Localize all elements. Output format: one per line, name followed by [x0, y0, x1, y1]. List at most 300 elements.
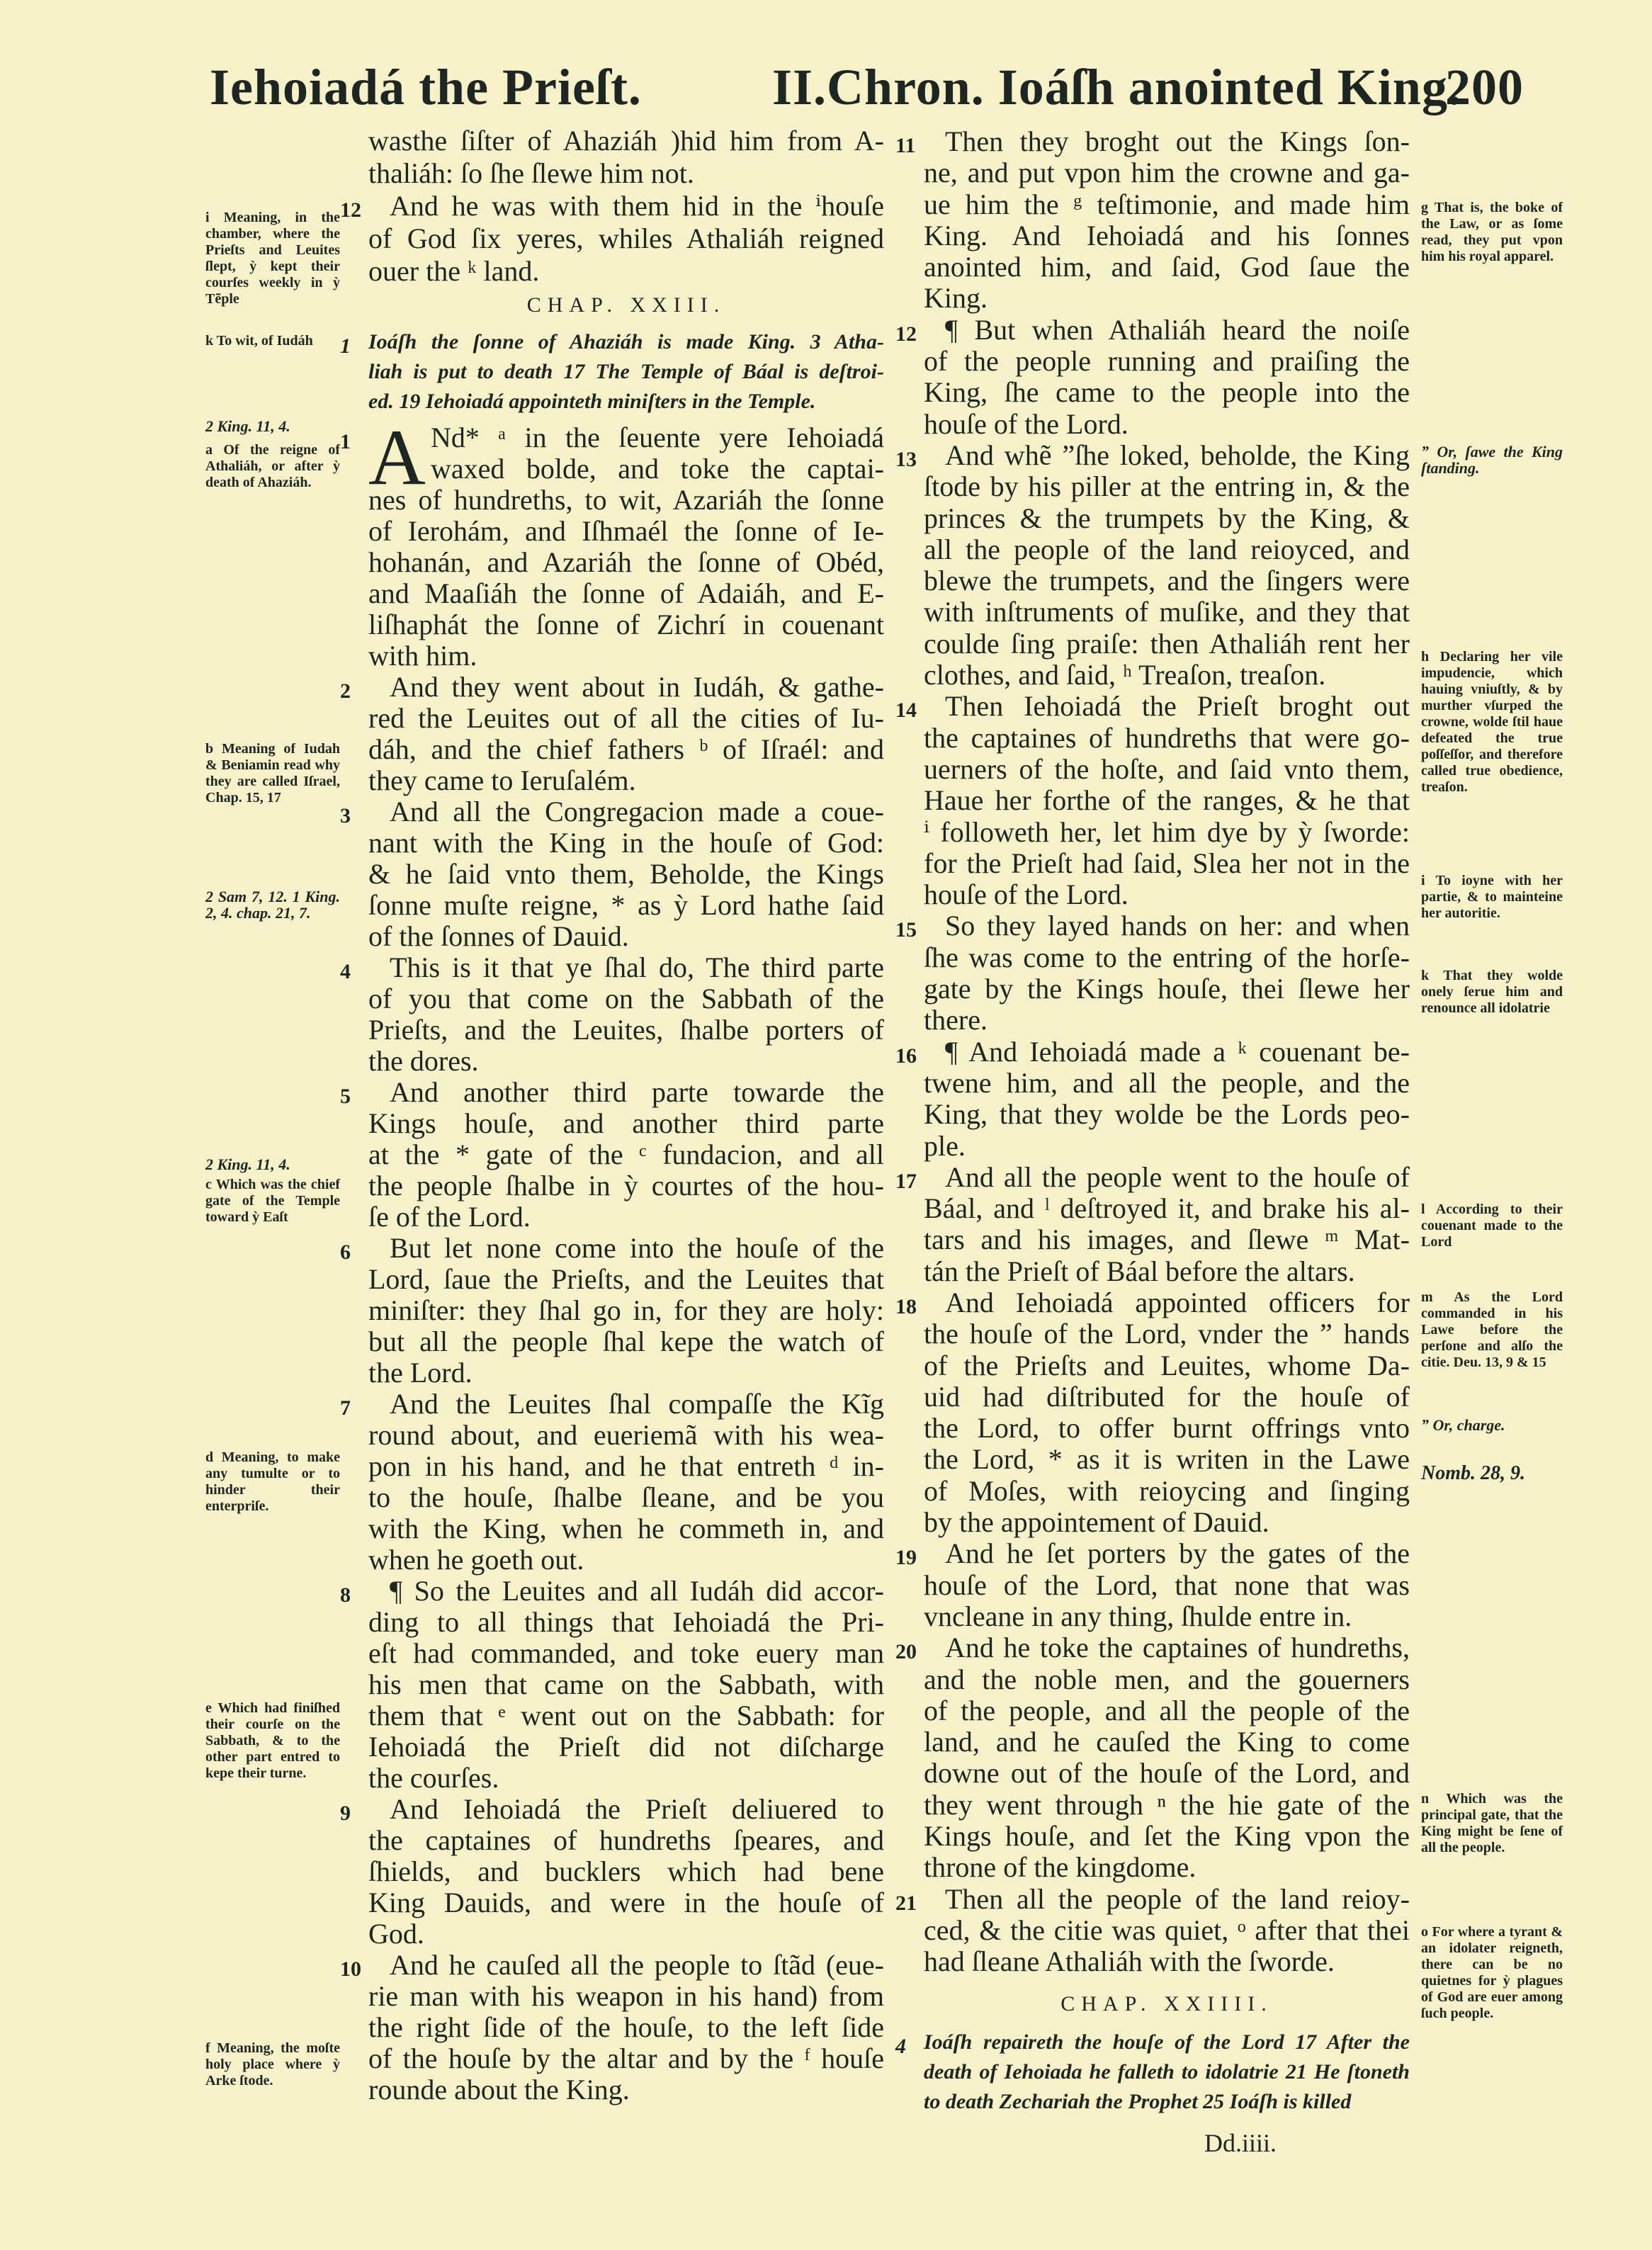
text-line — [368, 1108, 884, 1139]
text-line — [924, 1601, 1410, 1632]
text-line — [368, 1700, 884, 1731]
verse-text: but all the people ſhal kepe the watch of — [368, 1325, 884, 1357]
verse-number: 5 — [340, 1085, 351, 1108]
verse-text: of the ſonnes of Dauid. — [368, 920, 629, 952]
argument-text: ed. 19 Iehoiadá appointeth miniſters in the Temple. — [368, 390, 816, 413]
text-line — [924, 879, 1410, 910]
verse-text: throne of the kingdome. — [924, 1851, 1196, 1884]
text-line — [924, 409, 1410, 440]
text-line — [368, 1357, 884, 1389]
text-line — [340, 1388, 884, 1420]
text-line — [924, 1476, 1410, 1507]
verse-text: Then they broght out the Kings ſon- — [945, 125, 1410, 157]
verse-text: And he toke the captaines of hundreths, — [945, 1632, 1410, 1664]
verse-text: And he ſet porters by the gates of the — [945, 1537, 1410, 1570]
verse-number: 17 — [895, 1169, 917, 1193]
verse-text: the people ſhalbe in ỳ courtes of the hou- — [368, 1170, 884, 1202]
verse-text: of the people, and all the people of the — [924, 1694, 1410, 1726]
verse-text: And he was with them hid in the ⁱhouſe — [390, 190, 884, 222]
verse-text: ſonne muſte reigne, * as ỳ Lord hathe ſaid — [368, 889, 884, 921]
margin-note: i To ioyne with her partie, & to mainteine her autoritie. — [1421, 873, 1563, 921]
verse-text: of Ierohám, and Iſhmaél the ſonne of Ie- — [368, 515, 884, 547]
text-line — [924, 723, 1410, 754]
text-line — [368, 1918, 884, 1950]
verse-number: 9 — [340, 1802, 351, 1825]
text-line — [924, 817, 1410, 848]
margin-note: 2 Sam 7, 12. 1 King. 2, 4. chap. 21, 7. — [205, 888, 340, 922]
text-line — [368, 1202, 884, 1233]
text-line — [924, 471, 1410, 502]
text-line — [368, 2043, 884, 2074]
verse-text: and the noble men, and the gouerners — [924, 1663, 1410, 1695]
verse-text: ſe of the Lord. — [368, 1201, 531, 1233]
signature-mark: Dd.iiii. — [1204, 2129, 1277, 2157]
text-line — [924, 942, 1410, 973]
text-line — [924, 1726, 1410, 1758]
verse-text: at the * gate of the ᶜ fundacion, and all — [368, 1138, 884, 1170]
text-line — [368, 1451, 884, 1482]
text-line — [368, 485, 884, 516]
running-head-right: II.Chron. Ioáſh anointed King. — [772, 59, 1461, 115]
verse-text: his men that came on the Sabbath, with — [368, 1668, 884, 1700]
argument-verse-number: 4 — [895, 2035, 906, 2058]
text-line — [924, 189, 1410, 220]
text-line — [924, 565, 1410, 597]
chapter-heading-24: CHAP. XXIIII. — [1060, 1992, 1273, 2016]
verse-number: 8 — [340, 1583, 351, 1607]
text-line — [368, 547, 884, 578]
verse-text: the Lord, * as it is writen in the Lawe — [924, 1443, 1410, 1476]
verse-text: Then Iehoiadá the Prieſt broght out — [945, 690, 1410, 723]
verse-text: Lord, ſaue the Prieſts, and the Leuites that — [368, 1263, 884, 1295]
running-head-left: Iehoiadá the Prieſt. — [210, 59, 642, 115]
text-line — [368, 578, 884, 609]
verse-text: had ſleane Athaliáh with the ſworde. — [924, 1945, 1335, 1978]
verse-text: And all the people went to the houſe of — [945, 1160, 1410, 1193]
text-line — [368, 1638, 884, 1669]
text-line — [924, 1318, 1410, 1350]
verse-text: there. — [924, 1004, 988, 1036]
argument-line — [924, 2057, 1410, 2087]
text-line — [368, 890, 884, 921]
verse-number: 20 — [895, 1640, 917, 1664]
text-line — [340, 1793, 884, 1825]
text-line — [340, 190, 884, 222]
text-line — [340, 671, 884, 703]
text-line — [368, 1295, 884, 1326]
text-line — [924, 1852, 1410, 1883]
verse-text: pon in his hand, and he that entreth ᵈ in- — [368, 1450, 884, 1482]
text-line — [924, 1444, 1410, 1475]
text-line — [340, 1575, 884, 1607]
verse-text: Kings houſe, and another third parte — [368, 1107, 884, 1139]
verse-text: And another third parte towarde the — [390, 1076, 884, 1108]
text-line — [924, 503, 1410, 534]
verse-number: 12 — [340, 198, 361, 222]
text-line — [368, 1170, 884, 1202]
text-line — [368, 1856, 884, 1887]
verse-text: waxed bolde, and toke the captai- — [431, 453, 884, 485]
verse-text: ouer the ᵏ land. — [368, 255, 540, 287]
verse-text: them that ᵉ went out on the Sabbath: for — [368, 1700, 884, 1731]
text-line — [368, 609, 884, 640]
text-line — [340, 796, 884, 827]
text-line — [924, 377, 1410, 408]
chapter-24-argument — [895, 2028, 1410, 2117]
verse-text: of Moſes, with reioycing and ſinging — [924, 1474, 1410, 1507]
verse-text: Kings houſe, and ſet the King vpon the — [924, 1820, 1410, 1853]
verse-text: all the people of the land reioyced, and — [924, 533, 1410, 565]
verse-text: ¶ And Iehoiadá made a ᵏ couenant be- — [945, 1035, 1410, 1068]
text-line — [368, 516, 884, 547]
text-line — [368, 453, 884, 485]
text-line — [924, 973, 1410, 1005]
text-line — [924, 1821, 1410, 1852]
verse-text: Prieſts, and the Leuites, ſhalbe porters of — [368, 1014, 884, 1046]
chapter-heading-23: CHAP. XXIII. — [526, 293, 726, 317]
argument-line — [924, 2087, 1410, 2117]
verse-text: the courſes. — [368, 1762, 499, 1794]
margin-note: n Which was the principal gate, that the King might be ſene of all the people. — [1421, 1791, 1563, 1855]
argument-line — [340, 327, 884, 358]
text-line — [924, 1507, 1410, 1538]
margin-note: ˮ Or, charge. — [1421, 1416, 1505, 1434]
verse-text: thaliáh: ſo ſhe ſlewe him not. — [368, 157, 694, 189]
text-line — [895, 125, 1410, 157]
verse-text: miniſter: they ſhal go in, for they are holy: — [368, 1294, 884, 1326]
page-number: 200 — [1445, 59, 1524, 115]
text-line — [368, 859, 884, 890]
text-line — [368, 1887, 884, 1918]
text-line — [924, 1005, 1410, 1036]
verse-text: And the Leuites ſhal compaſſe the Kĩg — [390, 1388, 884, 1420]
verse-text: downe out of the houſe of the Lord, and — [924, 1757, 1410, 1790]
argument-verse-number: 1 — [340, 334, 351, 358]
verse-number: 2 — [340, 679, 351, 703]
verse-text: of you that come on the Sabbath of the — [368, 983, 884, 1014]
verse-text: the dores. — [368, 1045, 479, 1077]
text-line — [368, 1014, 884, 1046]
argument-line — [895, 2028, 1410, 2058]
verse-text: Nd* ᵃ in the ſeuente yere Iehoiadá — [431, 422, 884, 453]
verse-text: ple. — [924, 1129, 966, 1162]
text-line — [924, 1413, 1410, 1444]
verse-text: clothes, and ſaid, ʰ Treaſon, treaſon. — [924, 659, 1326, 691]
chapter-23-argument — [340, 327, 884, 417]
left-column-body — [340, 414, 884, 2105]
verse-text: ding to all things that Iehoiadá the Pri- — [368, 1606, 884, 1638]
verse-text: dáh, and the chief fathers ᵇ of Iſraél: and — [368, 733, 884, 765]
text-line — [368, 1139, 884, 1170]
verse-text: and Maaſiáh the ſonne of Adaiáh, and E- — [368, 577, 884, 609]
text-line — [368, 827, 884, 859]
verse-text: Haue her forthe of the ranges, & he that — [924, 784, 1410, 817]
margin-note: o For where a tyrant & an idolater reigneth, there can be no quietnes for ỳ plagues of God are euer among ſuch people. — [1421, 1924, 1563, 2021]
verse-text: round about, and eueriemã with his wea- — [368, 1419, 884, 1451]
verse-text: King, ſhe came to the people into the — [924, 376, 1410, 409]
text-line — [368, 983, 884, 1014]
verse-text: King. — [924, 282, 988, 315]
verse-text: But let none come into the houſe of the — [390, 1232, 884, 1264]
text-line — [924, 534, 1410, 565]
text-line — [924, 1758, 1410, 1789]
drop-cap: A — [368, 414, 426, 502]
text-line — [368, 1825, 884, 1856]
argument-text: liah is put to death 17 The Temple of Báal is deſtroi- — [368, 360, 884, 383]
verse-text: they came to Ieruſalém. — [368, 764, 636, 796]
margin-note: k That they wolde onely ſerue him and renounce all idolatrie — [1421, 968, 1563, 1016]
text-line — [368, 1981, 884, 2012]
verse-text: the captaines of hundreths ſpeares, and — [368, 1824, 884, 1856]
text-line — [924, 1131, 1410, 1162]
verse-number: 12 — [895, 322, 917, 346]
text-line — [368, 1420, 884, 1451]
verse-text: And all the Congregacion made a coue- — [390, 796, 884, 827]
verse-number: 21 — [895, 1891, 917, 1915]
text-line — [895, 1160, 1410, 1193]
text-line — [340, 1949, 884, 1981]
verse-number: 7 — [340, 1396, 351, 1420]
verse-text: And Iehoiadá appointed officers for — [945, 1286, 1410, 1318]
verse-text: houſe of the Lord. — [924, 407, 1128, 440]
verse-text: eſt had commanded, and toke euery man — [368, 1637, 884, 1669]
argument-line — [368, 387, 884, 417]
margin-note: Nomb. 28, 9. — [1421, 1462, 1525, 1484]
verse-number: 11 — [895, 134, 916, 157]
verse-number: 10 — [340, 1957, 361, 1981]
text-line — [368, 1607, 884, 1638]
text-line — [924, 251, 1410, 283]
verse-text: the right ſide of the houſe, to the left ſide — [368, 2011, 884, 2043]
text-line — [340, 1232, 884, 1264]
text-line — [924, 628, 1410, 660]
verse-text: King. And Iehoiadá and his ſonnes — [924, 219, 1410, 251]
text-line — [368, 1731, 884, 1763]
text-line — [368, 921, 884, 952]
verse-number: 3 — [340, 804, 351, 827]
verse-text: hohanán, and Azariáh the ſonne of Obéd, — [368, 546, 884, 578]
verse-text: uid had diſtributed for the houſe of — [924, 1380, 1410, 1413]
verse-text: King Dauids, and were in the houſe of — [368, 1887, 884, 1918]
text-line — [924, 1664, 1410, 1695]
verse-text: ⁱ followeth her, let him dye by ỳ ſworde: — [924, 815, 1410, 848]
verse-text: princes & the trumpets by the King, & — [924, 502, 1410, 534]
margin-note: m As the Lord commanded in his Lawe before the perſone and alſo the citie. Deu. 13, 9 & 15 — [1421, 1289, 1563, 1370]
verse-text: the Lord, to offer burnt offrings vnto — [924, 1412, 1410, 1445]
verse-text: blewe the trumpets, and the ſingers were — [924, 565, 1410, 597]
verse-text: God. — [368, 1918, 424, 1950]
argument-line — [368, 357, 884, 387]
verse-text: for the Prieſt had ſaid, Slea her not in the — [924, 847, 1410, 879]
text-line — [924, 785, 1410, 816]
verse-text: with him. — [368, 640, 477, 672]
margin-note: h Declaring her vile impudencie, which hauing vniuſtly, & by murther vſurped the crowne, wolde ſtil haue defeated the true poſſeſſor, and therefore called true obedience, treaſon. — [1421, 649, 1563, 795]
text-line — [924, 1224, 1410, 1255]
verse-text: with the King, when he commeth in, and — [368, 1513, 884, 1544]
verse-text: ue him the ᵍ teſtimonie, and made him — [924, 188, 1410, 220]
text-line — [924, 1946, 1410, 1977]
text-line — [895, 910, 1410, 942]
left-column-top — [340, 125, 884, 288]
verse-text: ¶ But when Athaliáh heard the noiſe — [945, 313, 1410, 346]
verse-text: twene him, and all the people, and the — [924, 1066, 1410, 1099]
verse-text: of God ſix yeres, whiles Athaliáh reigned — [368, 222, 884, 254]
verse-text: anointed him, and ſaid, God ſaue the — [924, 251, 1410, 283]
text-line — [924, 1350, 1410, 1381]
text-line — [368, 1513, 884, 1544]
text-line — [895, 1537, 1410, 1570]
verse-text: the captaines of hundreths that were go- — [924, 721, 1410, 754]
margin-note: d Meaning, to make any tumulte or to hinder their enterpriſe. — [205, 1449, 340, 1514]
verse-text: rie man with his weapon in his hand) from — [368, 1980, 884, 2012]
text-line — [368, 1544, 884, 1576]
verse-text: of the Prieſts and Leuites, whome Da- — [924, 1349, 1410, 1381]
verse-text: uerners of the hoſte, and ſaid vnto them, — [924, 752, 1410, 785]
verse-text: of the people running and praiſing the — [924, 345, 1410, 378]
text-line — [924, 346, 1410, 377]
text-line — [368, 765, 884, 796]
text-line — [924, 283, 1410, 314]
text-line — [368, 1326, 884, 1357]
verse-text: to the houſe, ſhalbe ſleane, and be you — [368, 1481, 884, 1513]
verse-text: rounde about the King. — [368, 2074, 630, 2105]
text-line — [924, 660, 1410, 691]
verse-number: 16 — [895, 1044, 917, 1068]
margin-note: b Meaning of Iudah & Beniamin read why they are called Iſrael, Chap. 15, 17 — [205, 741, 340, 805]
text-line — [924, 157, 1410, 188]
verse-text: nant with the King in the houſe of God: — [368, 827, 884, 859]
verse-text: Báal, and ˡ deſtroyed it, and brake his al- — [924, 1192, 1410, 1225]
text-line — [924, 1915, 1410, 1946]
margin-note: i Meaning, in the chamber, where the Prieſts and Leuites ſlept, ỳ kept their courſes weekly in ỳ Tẽple — [205, 210, 340, 307]
verse-text: with inſtruments of muſike, and they that — [924, 596, 1410, 628]
text-line — [924, 754, 1410, 785]
verse-text: ne, and put vpon him the crowne and ga- — [924, 157, 1410, 189]
text-line — [368, 734, 884, 765]
verse-text: This is it that ye ſhal do, The third parte — [390, 951, 884, 983]
verse-text: the houſe of the Lord, vnder the ˮ hands — [924, 1318, 1410, 1350]
text-line — [924, 1099, 1410, 1130]
text-line — [924, 1193, 1410, 1224]
argument-text: Ioáſh the ſonne of Ahaziáh is made King. 3 Atha- — [368, 330, 884, 354]
verse-text: ¶ So the Leuites and all Iudáh did accor- — [390, 1575, 884, 1607]
argument-text: Ioáſh repaireth the houſe of the Lord 17 After the — [924, 2030, 1410, 2054]
right-column-body — [895, 125, 1410, 1978]
margin-note: 2 King. 11, 4. — [205, 1155, 290, 1173]
margin-note: g That is, the boke of the Law, or as ſome read, they put vpon him his royal apparel. — [1421, 200, 1563, 264]
verse-text: ſhields, and bucklers which had bene — [368, 1855, 884, 1887]
verse-number: 1 — [340, 430, 351, 453]
verse-text: of the houſe by the altar and by the ᶠ houſe — [368, 2042, 884, 2074]
verse-number: 19 — [895, 1546, 917, 1570]
verse-text: And whẽ ˮſhe loked, beholde, the King — [945, 439, 1410, 471]
verse-text: red the Leuites out of all the cities of Iu- — [368, 702, 884, 734]
verse-text: they went through ⁿ the hie gate of the — [924, 1788, 1410, 1821]
text-line — [924, 1695, 1410, 1726]
text-line — [368, 640, 884, 672]
verse-text: ced, & the citie was quiet, ᵒ after that thei — [924, 1913, 1410, 1946]
verse-text: liſhaphát the ſonne of Zichrí in couenant — [368, 609, 884, 640]
verse-text: houſe of the Lord, that none that was — [924, 1568, 1410, 1601]
margin-note: ˮ Or, ſawe the King ſtanding. — [1421, 443, 1563, 477]
text-line — [924, 848, 1410, 879]
text-line — [895, 439, 1410, 471]
verse-text: nes of hundreths, to wit, Azariáh the ſonne — [368, 484, 884, 516]
text-line — [368, 222, 884, 255]
text-line — [924, 1570, 1410, 1601]
verse-text: when he goeth out. — [368, 1544, 584, 1576]
verse-number: 15 — [895, 918, 917, 942]
text-line — [895, 690, 1410, 723]
verse-text: tán the Prieſt of Báal before the altars. — [924, 1255, 1355, 1287]
verse-text: vncleane in any thing, ſhulde entre in. — [924, 1600, 1352, 1632]
verse-text: King, that they wolde be the Lords peo- — [924, 1098, 1410, 1131]
margin-note: 2 King. 11, 4. — [205, 417, 290, 435]
verse-text: Iehoiadá the Prieſt did not diſcharge — [368, 1731, 884, 1763]
text-line — [368, 1482, 884, 1513]
text-line — [924, 1068, 1410, 1099]
verse-number: 4 — [340, 960, 351, 983]
verse-number: 18 — [895, 1294, 917, 1318]
text-line — [924, 597, 1410, 628]
text-line — [340, 951, 884, 983]
text-line — [368, 1763, 884, 1794]
text-line — [368, 255, 884, 288]
argument-text: death of Iehoiada he falleth to idolatrie 21 He ſtoneth — [924, 2060, 1410, 2084]
text-line — [368, 1669, 884, 1700]
text-line — [895, 1286, 1410, 1318]
text-line — [895, 313, 1410, 346]
text-line — [368, 125, 884, 157]
verse-number: 14 — [895, 699, 917, 723]
verse-number: 13 — [895, 447, 917, 471]
verse-text: houſe of the Lord. — [924, 878, 1128, 911]
text-line — [924, 220, 1410, 251]
argument-text: to death Zechariah the Prophet 25 Ioáſh is killed — [924, 2090, 1352, 2113]
margin-note: a Of the reigne of Athaliáh, or after ỳ death of Ahaziáh. — [205, 442, 340, 490]
text-line — [368, 2074, 884, 2105]
margin-note: l According to their couenant made to the Lord — [1421, 1202, 1563, 1250]
margin-note: e Which had finiſhed their courſe on the Sabbath, & to the other part entred to kepe their turne. — [205, 1700, 340, 1781]
text-line — [924, 1381, 1410, 1413]
text-line — [368, 1046, 884, 1077]
verse-text: coulde ſing praiſe: then Athaliáh rent her — [924, 627, 1410, 660]
margin-note: c Which was the chief gate of the Temple toward ỳ Eaſt — [205, 1177, 340, 1225]
verse-text: wasthe ſiſter of Ahaziáh )hid him from A- — [368, 125, 884, 157]
verse-text: by the appointement of Dauid. — [924, 1506, 1269, 1539]
verse-text: tars and his images, and ſlewe ᵐ Mat- — [924, 1223, 1410, 1256]
verse-number: 6 — [340, 1240, 351, 1264]
text-line — [895, 1882, 1410, 1915]
text-line — [368, 703, 884, 734]
verse-text: So they layed hands on her: and when — [945, 910, 1410, 942]
text-line — [895, 1632, 1410, 1664]
verse-text: the Lord. — [368, 1357, 473, 1389]
verse-text: land, and he cauſed the King to come — [924, 1726, 1410, 1758]
text-line — [340, 1076, 884, 1108]
margin-note: k To wit, of Iudáh — [205, 333, 313, 349]
text-line — [368, 1264, 884, 1295]
margin-note: f Meaning, the moſte holy place where ỳ Arke ſtode. — [205, 2040, 340, 2088]
verse-text: ſtode by his piller at the entring in, & the — [924, 470, 1410, 503]
verse-text: gate by the Kings houſe, thei ſlewe her — [924, 973, 1410, 1005]
text-line — [368, 157, 884, 190]
verse-text: Then all the people of the land reioy- — [945, 1882, 1410, 1915]
text-line — [924, 1790, 1410, 1821]
text-line — [368, 2012, 884, 2043]
verse-text: ſhe was come to the entring of the horſe- — [924, 941, 1410, 973]
verse-text: And Iehoiadá the Prieſt deliuered to — [390, 1793, 884, 1825]
